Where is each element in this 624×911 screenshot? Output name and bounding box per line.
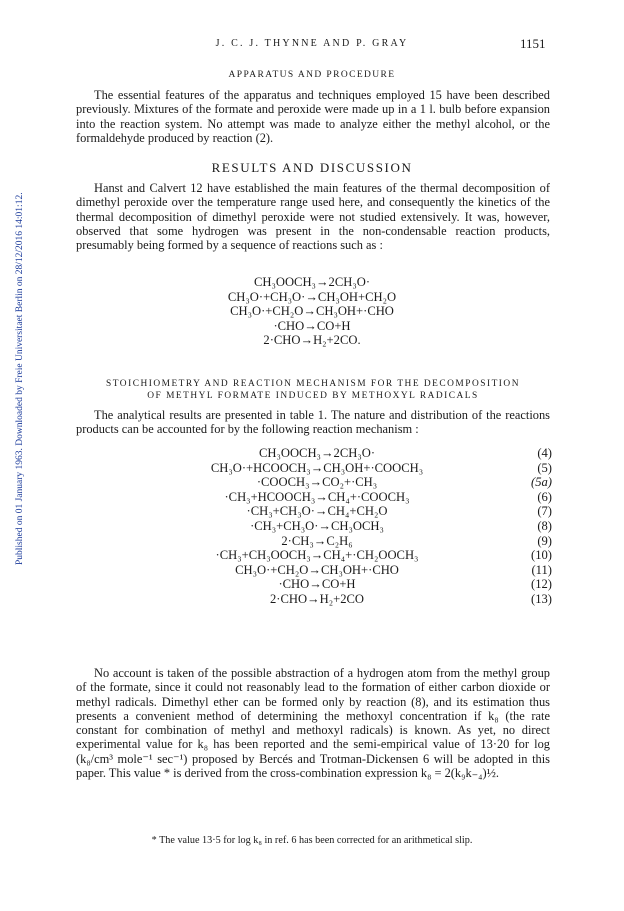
equation: CH₃O·+CH₃O·→CH₃OH+CH₂O — [227, 289, 397, 304]
equation-row: CH₃O·+HCOOCH₃→CH₃OH+·COOCH₃ (5) — [210, 460, 552, 475]
paragraph-apparatus: The essential features of the apparatus and techniques employed 15 have been described previously. Mixtures of the formate and peroxide were made up in a 1 l. bulb before expansion into the reaction system. No attempt was made to analyze either the methyl alcohol, or the formaldehyde produced by reaction (2). — [76, 88, 550, 145]
equation-number: (9) — [537, 533, 552, 548]
equation-number: (8) — [537, 518, 552, 533]
equation: 2·CHO→H₂+2CO. — [263, 333, 361, 348]
equation-number: (5a) — [531, 475, 552, 490]
download-watermark[interactable]: Published on 01 January 1963. Downloaded by Freie Universitaet Berlin on 28/12/2016 14:01:12. — [15, 192, 25, 565]
equation-number: (11) — [531, 562, 552, 577]
equation-number: (5) — [537, 460, 552, 475]
running-header: J. C. J. THYNNE AND P. GRAY — [215, 38, 409, 49]
page-number: 1151 — [520, 36, 546, 51]
equation-row: ·CHO→CO+H (12) — [278, 577, 552, 592]
equation-number: (6) — [537, 489, 552, 504]
equation-row: ·CH₃+CH₃O·→CH₄+CH₂O (7) — [246, 504, 552, 519]
footnote: * The value 13·5 for log k₈ in ref. 6 has been corrected for an arithmetical slip. — [151, 835, 473, 846]
equation-row: CH₃OOCH₃→2CH₃O· (4) — [258, 446, 552, 460]
equation-number: (4) — [537, 446, 552, 460]
section-title-apparatus: APPARATUS AND PROCEDURE — [228, 70, 396, 80]
equation-row: 2·CHO→H₂+2CO (13) — [269, 591, 552, 606]
equation-number: (7) — [537, 504, 552, 519]
equation-block-hydrogen — [0, 275, 624, 348]
equation-row: ·CH₃+HCOOCH₃→CH₄+·COOCH₃ (6) — [224, 489, 552, 504]
subheading-stoichiometry: STOICHIOMETRY AND REACTION MECHANISM FOR THE DECOMPOSITION OF METHYL FORMATE INDUCED BY METHOXYL RADICALS — [106, 379, 520, 401]
paragraph-dimethyl-ether: No account is taken of the possible abstraction of a hydrogen atom from the methyl group of the formate, since it could not reasonably lead to the formation of either carbon dioxide or methyl radicals. Dimethyl ether can be formed only by reaction (8), and its estimation thus presents a convenient method of determining the methoxyl concentration if k₈ (the rate constant for combination of methyl and methoxyl radicals) is known. As yet, no direct experimental value for k₈ has been reported and the semi-empirical value of 13·20 for log (k₈/cm³ mole⁻¹ sec⁻¹) proposed by Bercés and Trotman-Dickensen 6 will be adopted in this paper. This value * is derived from the cross-combination expression k₈ = 2(k₉k₋₄)½. — [76, 666, 550, 781]
equation-row: CH₃O·+CH₂O→CH₃OH+·CHO (11) — [235, 562, 552, 577]
equation-row: ·COOCH₃→CO₂+·CH₃ (5a) — [256, 475, 552, 490]
equation-number: (13) — [531, 591, 552, 606]
equation-row: ·CH₃+CH₃OOCH₃→CH₄+·CH₂OOCH₃ (10) — [215, 548, 552, 563]
equation-number: (12) — [531, 577, 552, 592]
equation-number: (10) — [531, 548, 552, 563]
equation-row: 2·CH₃→C₂H₆ (9) — [281, 533, 552, 548]
equation: CH₃O·+CH₂O→CH₃OH+·CHO — [230, 304, 394, 319]
equation: CH₃OOCH₃→2CH₃O· — [253, 275, 371, 289]
paragraph-results: Hanst and Calvert 12 have established the main features of the thermal decomposition of dimethyl peroxide over the temperature range used here, and consequently the kinetics of the thermal decomposition of dimethyl peroxide were not studied extensively. It was, however, observed that some hydrogen was present in the non-condensable reaction products, presumably being formed by a sequence of reactions such as : — [76, 181, 550, 253]
equation-block-mechanism — [0, 446, 624, 607]
section-title-results: RESULTS AND DISCUSSION — [211, 160, 413, 175]
paragraph-analytical: The analytical results are presented in table 1. The nature and distribution of the reactions products can be accounted for by the following reaction mechanism : — [76, 408, 550, 437]
equation-row: ·CH₃+CH₃O·→CH₃OCH₃ (8) — [250, 518, 552, 533]
equation: ·CHO→CO+H — [273, 318, 351, 333]
